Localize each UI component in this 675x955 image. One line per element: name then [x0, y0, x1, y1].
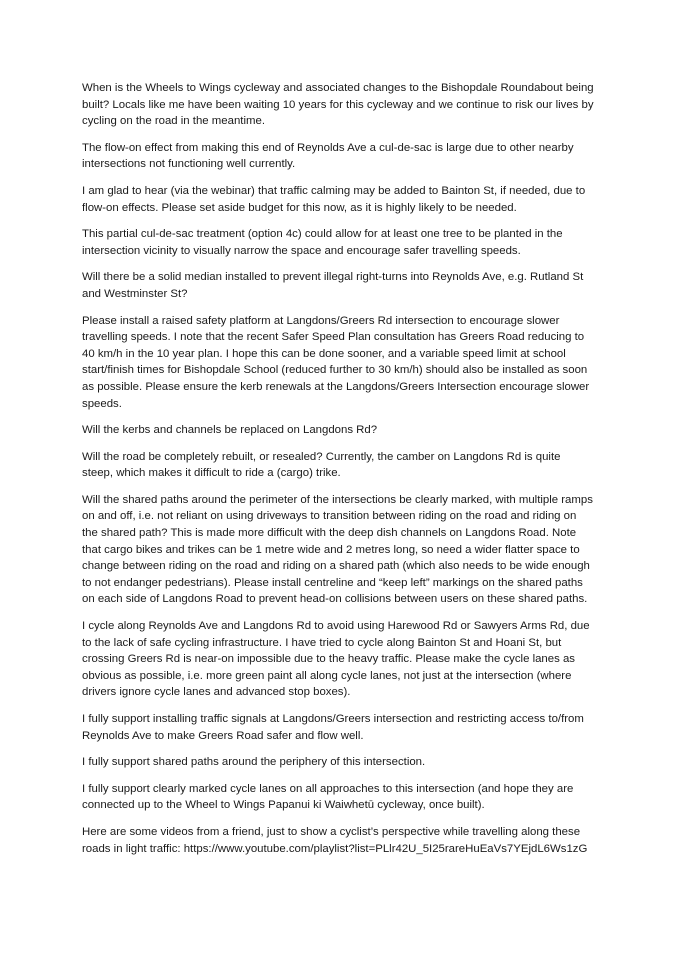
paragraph-cycle-route: I cycle along Reynolds Ave and Langdons Rd to avoid using Harewood Rd or Sawyers Arms Rd, due to the lack of safe cycling infrastructure. I have tried to cycle along Bainton St and Hoani St, but crossing Greers Rd is near-on impossible due to the heavy traffic. Please make the cycle lanes as obvious as possible, i.e. more green paint all along cycle lanes, not just at the intersection (where drivers ignore cycle lanes and advanced stop boxes). — [82, 620, 590, 699]
paragraph-kerbs-channels: Will the kerbs and channels be replaced on Langdons Rd? — [82, 424, 378, 437]
paragraph-road-rebuild: Will the road be completely rebuilt, or resealed? Currently, the camber on Langdons Rd is quite steep, which makes it difficult to ride a (cargo) trike. — [82, 450, 561, 480]
paragraph-cul-de-sac-tree: This partial cul-de-sac treatment (option 4c) could allow for at least one tree to be planted in the intersection vicinity to visually narrow the space and encourage safer travelling speeds. — [82, 228, 563, 257]
paragraph-support-cycle-lanes: I fully support clearly marked cycle lanes on all approaches to this intersection (and hope they are connected up to the Wheel to Wings Papanui ki Waiwhetū cycleway, once built). — [82, 782, 574, 812]
paragraph-shared-paths-marking: Will the shared paths around the perimeter of the intersections be clearly marked, with multiple ramps on and off, i.e. not reliant on using driveways to transition between riding on the road and riding on the shared path? This is made more difficult with the deep dish channels on Langdons Road. Note that cargo bikes and trikes can be 1 metre wide and 2 metres long, so need a wider flatter space to change between riding on the road and riding on a shared path (which also needs to be wide enough to not endanger pedestrians). Please install centreline and “keep left” markings on the shared paths on each side of Langdons Road to prevent head-on collisions between users on these shared paths. — [82, 493, 593, 606]
paragraph-videos-link: Here are some videos from a friend, just to show a cyclist’s perspective while travelling along these roads in light traffic: https://www.youtube.com/playlist?list=PLlr42U_5I25rareHuEaVs7YEjdL6Ws1zG — [82, 825, 588, 855]
paragraph-solid-median: Will there be a solid median installed to prevent illegal right-turns into Reynolds Ave, e.g. Rutland St and Westminster St? — [82, 271, 584, 300]
paragraph-traffic-calming-bainton: I am glad to hear (via the webinar) that traffic calming may be added to Bainton St, if needed, due to flow-on effects. Please set aside budget for this now, as it is highly likely to be needed. — [82, 184, 586, 214]
document-body — [82, 80, 594, 867]
paragraph-wheels-to-wings-timing: When is the Wheels to Wings cycleway and associated changes to the Bishopdale Roundabout being built? Locals like me have been waiting 10 years for this cycleway and we continue to risk our lives by cycling on the road in the meantime. — [82, 82, 594, 128]
paragraph-raised-safety-platform: Please install a raised safety platform at Langdons/Greers Rd intersection to encourage slower travelling speeds. I note that the recent Safer Speed Plan consultation has Greers Road reducing to 40 km/h in the 10 year plan. I hope this can be done sooner, and a variable speed limit at school start/finish times for Bishopdale School (reduced further to 30 km/h) should also be installed as soon as possible. Please ensure the kerb renewals at the Langdons/Greers Intersection encourage slower speeds. — [82, 314, 590, 410]
paragraph-support-traffic-signals: I fully support installing traffic signals at Langdons/Greers intersection and restricting access to/from Reynolds Ave to make Greers Road safer and flow well. — [82, 713, 584, 742]
paragraph-support-shared-paths: I fully support shared paths around the periphery of this intersection. — [82, 756, 426, 769]
paragraph-flow-on-effect: The flow-on effect from making this end of Reynolds Ave a cul-de-sac is large due to other nearby intersections not functioning well currently. — [82, 141, 574, 171]
